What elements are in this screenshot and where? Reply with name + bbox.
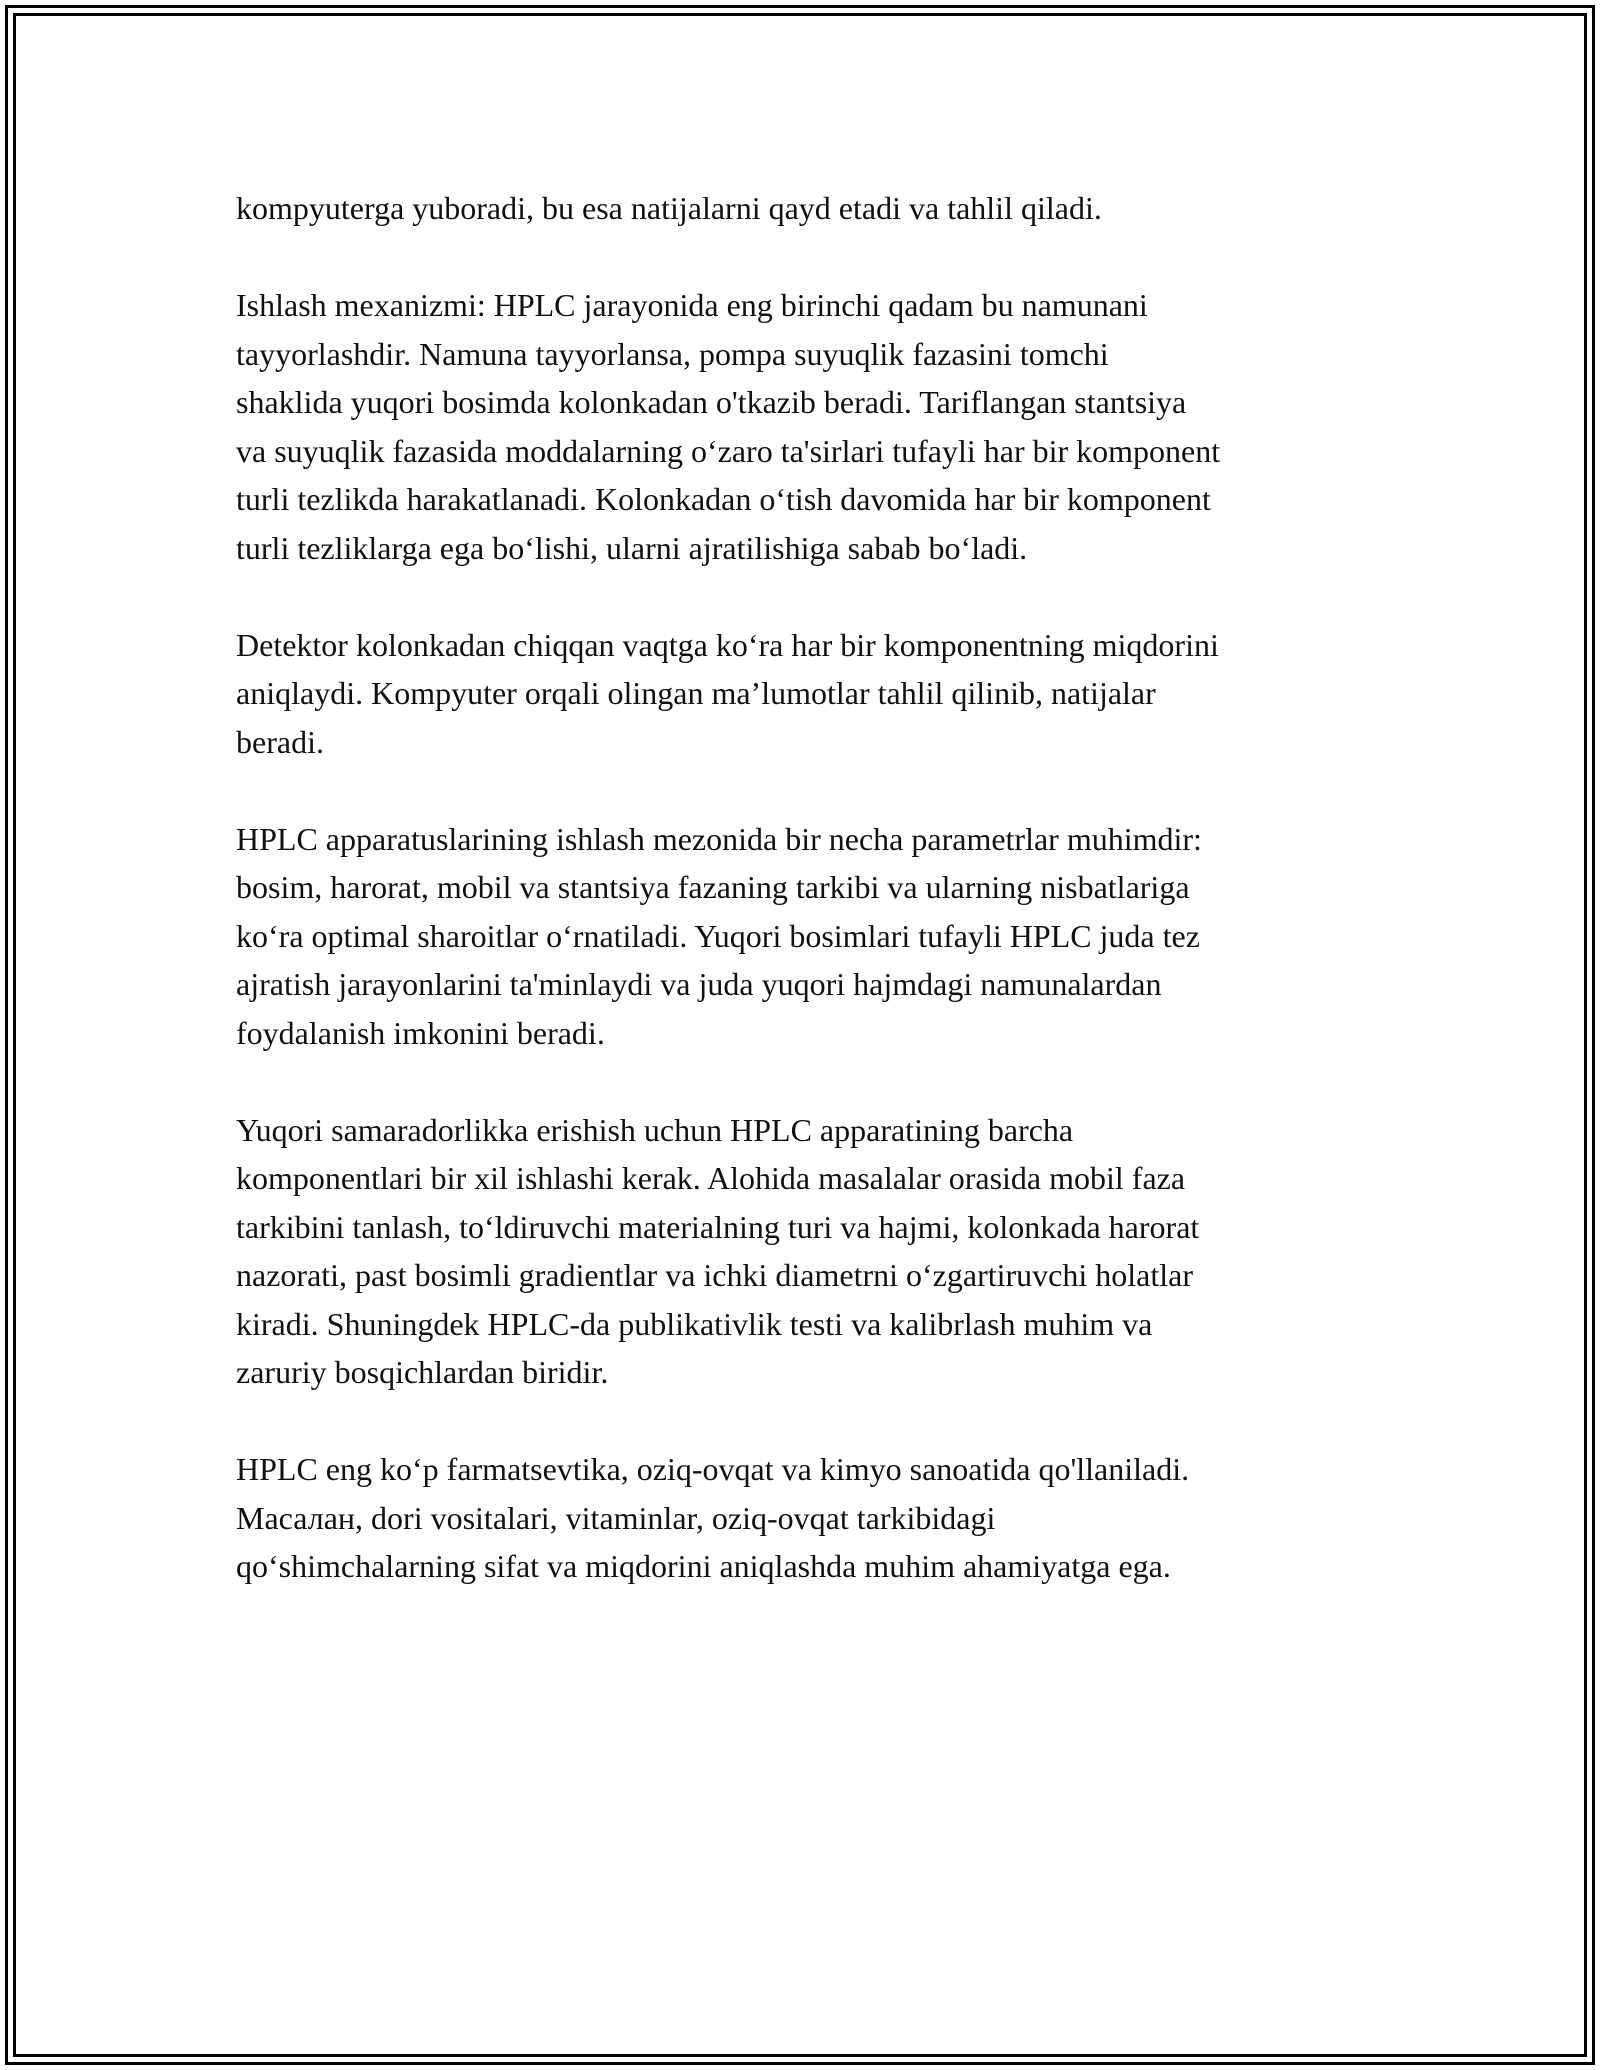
text-line: zaruriy bosqichlardan biridir. [236, 1354, 609, 1390]
paragraph-1 [236, 184, 1406, 233]
text-line: ko‘ra optimal sharoitlar o‘rnatiladi. Yuqori bosimlari tufayli HPLC juda tez [236, 917, 1200, 954]
text-line: foydalanish imkonini beradi. [236, 1014, 605, 1051]
paragraph-4 [236, 815, 1406, 1058]
paragraph-2 [236, 281, 1406, 572]
text-line: qo‘shimchalarning sifat va miqdorini aniqlashda muhim ahamiyatga ega. [236, 1548, 1171, 1584]
text-line: ajratish jarayonlarini ta'minlaydi va juda yuqori hajmdagi namunalardan [236, 966, 1162, 1002]
text-line: Масалан, dori vositalari, vitaminlar, oziq-ovqat tarkibidagi [236, 1499, 996, 1536]
paragraph-6 [236, 1445, 1406, 1591]
text-line: turli tezlikda harakatlanadi. Kolonkadan o‘tish davomida har bir komponent [236, 481, 1211, 517]
text-line: kiradi. Shuningdek HPLC-da publikativlik testi va kalibrlash muhim va [236, 1305, 1153, 1342]
text-line: tarkibini tanlash, to‘ldiruvchi materialning turi va hajmi, kolonkada harorat [236, 1208, 1200, 1245]
text-line: komponentlari bir xil ishlashi kerak. Alohida masalalar orasida mobil faza [236, 1160, 1186, 1196]
text-line: beradi. [236, 723, 324, 760]
text-line: turli tezliklarga ega bo‘lishi, ularni ajratilishiga sabab bo‘ladi. [236, 529, 1028, 566]
paragraph-5 [236, 1106, 1406, 1397]
text-line: tayyorlashdir. Namuna tayyorlansa, pompa suyuqlik fazasini tomchi [236, 335, 1109, 372]
text-line: va suyuqlik fazasida moddalarning o‘zaro ta'sirlari tufayli har bir komponent [236, 432, 1221, 469]
text-line: nazorati, past bosimli gradientlar va ichki diametrni o‘zgartiruvchi holatlar [236, 1257, 1193, 1293]
text-line: HPLC eng ko‘p farmatsevtika, oziq-ovqat va kimyo sanoatida qo'llaniladi. [236, 1451, 1190, 1487]
text-line: Detektor kolonkadan chiqqan vaqtga ko‘ra har bir komponentning miqdorini [236, 626, 1219, 663]
text-line: aniqlaydi. Kompyuter orqali olingan ma’lumotlar tahlil qilinib, natijalar [236, 675, 1156, 711]
text-line: Ishlash mexanizmi: HPLC jarayonida eng birinchi qadam bu namunani [236, 287, 1148, 323]
text-line: kompyuterga yuboradi, bu esa natijalarni qayd etadi va tahlil qiladi. [236, 190, 1102, 226]
text-line: Yuqori samaradorlikka erishish uchun HPLC apparatining barcha [236, 1111, 1074, 1148]
text-line: HPLC apparatuslarining ishlash mezonida bir necha parametrlar muhimdir: [236, 820, 1202, 857]
text-line: bosim, harorat, mobil va stantsiya fazaning tarkibi va ularning nisbatlariga [236, 869, 1190, 905]
document-body [236, 184, 1406, 1639]
paragraph-3 [236, 621, 1406, 767]
text-line: shaklida yuqori bosimda kolonkadan o'tkazib beradi. Tariflangan stantsiya [236, 384, 1187, 420]
